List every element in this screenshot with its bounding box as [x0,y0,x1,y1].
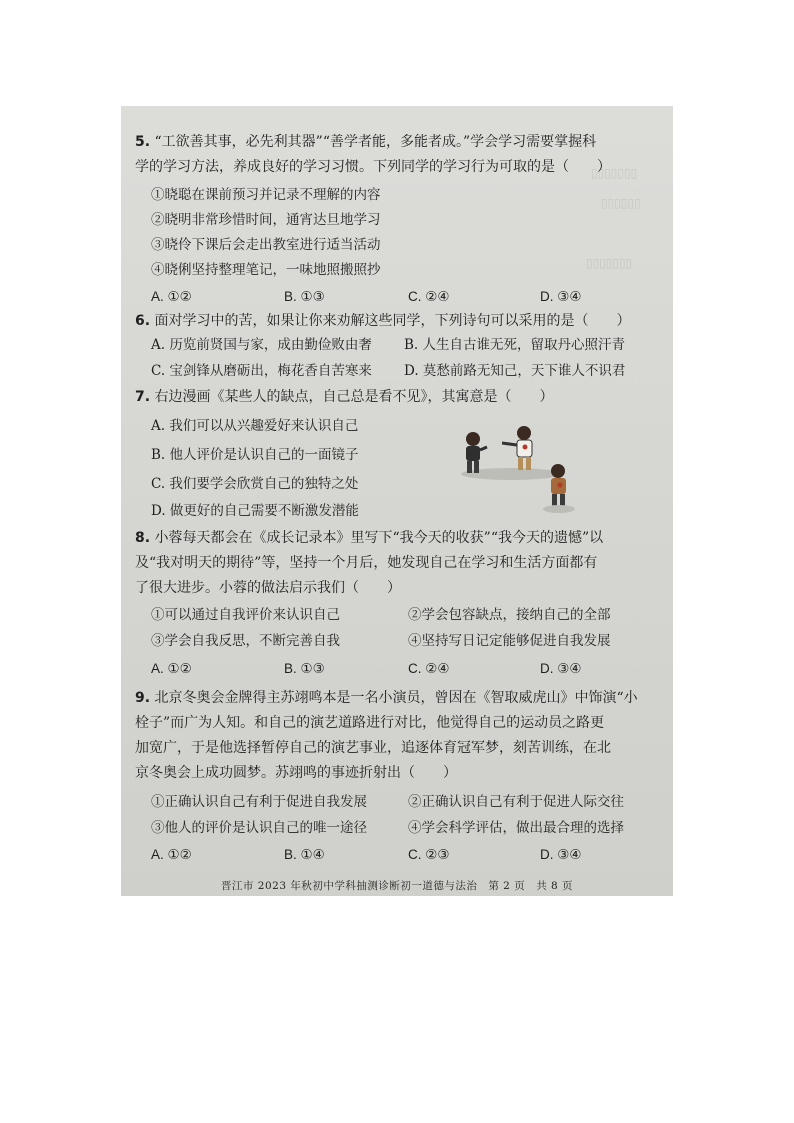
statement: ③他人的评价是认识自己的唯一途径 [151,820,367,836]
question-number: 7. [135,389,151,405]
choice-b: B. 他人评价是认识自己的一面镜子 [151,447,359,463]
choice-b: B. ①③ [284,661,325,676]
choice-d: D. 做更好的自己需要不断激发潜能 [151,503,359,519]
question-text: 右边漫画《某些人的缺点，自己总是看不见》，其寓意是（ ） [154,389,554,405]
statement: ②学会包容缺点，接纳自己的全部 [408,607,611,623]
choice-a: A. 历览前贤国与家，成由勤俭败由奢 [151,337,372,353]
cartoon-illustration [456,426,586,516]
question-number: 6. [135,313,151,329]
bleed-through: ▯▯▯▯▯▯ [601,196,641,210]
choice-c: C. ②④ [408,289,450,304]
question-text: 加宽广，于是他选择暂停自己的演艺事业，追逐体育冠军梦，刻苦训练，在北 [135,740,611,756]
choice-a: A. 我们可以从兴趣爱好来认识自己 [151,418,359,434]
choice-c: C. ②④ [408,661,450,676]
choice-c: C. 宝剑锋从磨砺出，梅花香自苦寒来 [151,363,372,379]
question-text: 北京冬奥会金牌得主苏翊鸣本是一名小演员，曾因在《智取威虎山》中饰演“小 [154,690,638,706]
statement: ①晓聪在课前预习并记录不理解的内容 [151,187,381,203]
choice-d: D. ③④ [540,289,582,304]
page-footer: 晋江市 2023 年秋初中学科抽测诊断初一道德与法治 第 2 页 共 8 页 [220,880,574,892]
question-9 [135,686,660,786]
question-text: 小蓉每天都会在《成长记录本》里写下“我今天的收获”“我今天的遗憾”以 [154,530,604,546]
question-text: 了很大进步。小蓉的做法启示我们（ ） [135,580,401,596]
choice-b: B. ①③ [284,289,325,304]
question-number: 5. [135,134,151,150]
question-7 [135,385,660,410]
question-text: 京冬奥会上成功圆梦。苏翊鸣的事迹折射出（ ） [135,765,457,781]
choice-d: D. ③④ [540,661,582,676]
statement: ②正确认识自己有利于促进人际交往 [408,794,624,810]
question-5 [135,130,660,180]
statement: ②晓明非常珍惜时间，通宵达旦地学习 [151,212,381,228]
choice-b: B. 人生自古谁无死，留取丹心照汗青 [404,337,626,353]
statement: ④晓俐坚持整理笔记，一味地照搬照抄 [151,262,381,278]
choice-d: D. 莫愁前路无知己，天下谁人不识君 [404,363,626,379]
choice-a: A. ①② [151,847,192,862]
person-right [551,464,566,506]
choice-c: C. 我们要学会欣赏自己的独特之处 [151,476,359,492]
choice-c: C. ②③ [408,847,450,862]
choice-d: D. ③④ [540,847,582,862]
bleed-through: ▯▯▯▯▯▯▯ [591,166,638,180]
question-text: 栓子”而广为人知。和自己的演艺道路进行对比，他觉得自己的运动员之路更 [135,715,605,731]
statement: ①正确认识自己有利于促进自我发展 [151,794,367,810]
question-number: 8. [135,530,151,546]
statement: ③学会自我反思，不断完善自我 [151,633,340,649]
exam-page [121,106,673,896]
question-text: 及“我对明天的期待”等，坚持一个月后，她发现自己在学习和生活方面都有 [135,555,598,571]
question-8 [135,526,660,601]
statement: ③晓伶下课后会走出教室进行适当活动 [151,237,381,253]
person-left [466,432,487,473]
bleed-through: ▯▯▯▯▯▯▯ [586,256,633,270]
question-text: 面对学习中的苦，如果让你来劝解这些同学，下列诗句可以采用的是（ ） [154,313,631,329]
question-number: 9. [135,690,151,706]
question-text: 学的学习方法，养成良好的学习习惯。下列同学的学习行为可取的是（ ） [135,159,611,175]
statement: ①可以通过自我评价来认识自己 [151,607,340,623]
question-text: “工欲善其事，必先利其器”“善学者能，多能者成。”学会学习需要掌握科 [154,134,597,150]
question-6 [135,309,660,334]
statement: ④学会科学评估，做出最合理的选择 [408,820,624,836]
statement: ④坚持写日记定能够促进自我发展 [408,633,611,649]
person-pointing [502,426,532,470]
choice-a: A. ①② [151,289,192,304]
choice-a: A. ①② [151,661,192,676]
choice-b: B. ①④ [284,847,325,862]
